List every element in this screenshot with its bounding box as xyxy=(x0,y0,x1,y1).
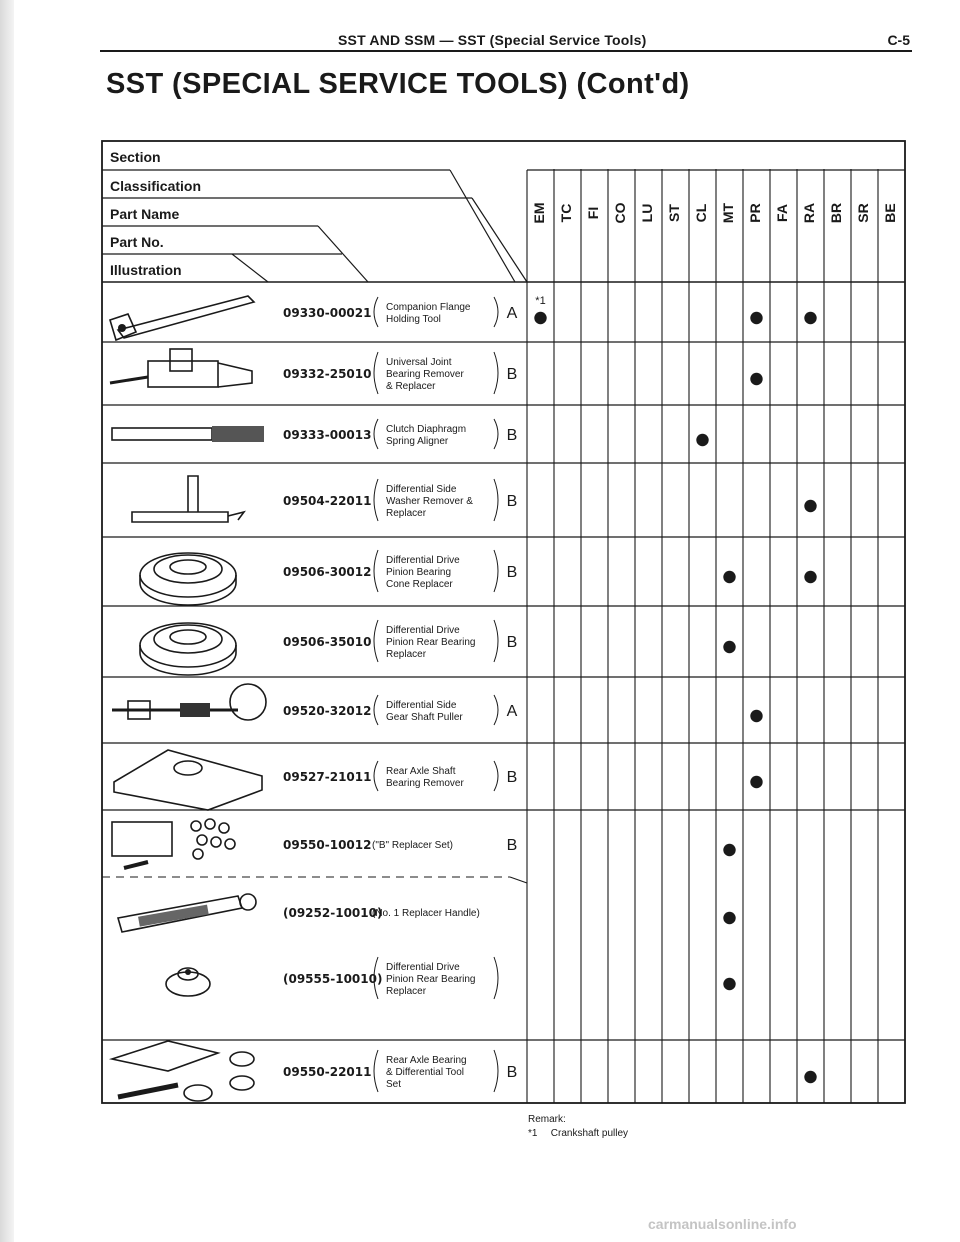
ring-replacer-icon xyxy=(140,553,236,605)
watermark: carmanualsonline.info xyxy=(648,1216,797,1232)
header-label: Part Name xyxy=(110,206,180,222)
tool-set-icon xyxy=(112,1041,254,1101)
aligner-bar-icon xyxy=(112,426,264,442)
bracket-left xyxy=(374,297,378,327)
page-number: C-5 xyxy=(887,32,910,48)
usage-dot-ra xyxy=(804,1071,816,1083)
usage-dot-pr xyxy=(750,776,762,788)
section-header-co: CO xyxy=(612,202,629,224)
flange-wrench-icon xyxy=(110,296,254,340)
usage-dot-em xyxy=(534,312,546,324)
part-name-line: Rear Axle Shaft xyxy=(386,766,456,777)
part-number: 09506-35010 xyxy=(283,635,372,649)
part-name-line: (No. 1 Replacer Handle) xyxy=(372,908,480,919)
section-header-lu: LU xyxy=(639,203,656,223)
section-header-ra: RA xyxy=(801,202,818,224)
bracket-left xyxy=(374,695,378,725)
page-title: SST (SPECIAL SERVICE TOOLS) (Cont'd) xyxy=(106,68,690,100)
press-tool-icon xyxy=(110,349,252,387)
section-header-fi: FI xyxy=(585,206,602,220)
remark-mark: *1 xyxy=(528,1128,538,1139)
classification: B xyxy=(506,493,518,510)
usage-dot-pr xyxy=(750,312,762,324)
remark xyxy=(528,1113,628,1141)
set-separator-line xyxy=(510,877,527,883)
part-number: 09550-22011 xyxy=(283,1065,372,1079)
part-name-line: Pinion Rear Bearing xyxy=(386,974,476,985)
bracket-left xyxy=(374,352,378,394)
running-title: SST AND SSM — SST (Special Service Tools) xyxy=(338,32,647,48)
knurled-handle-icon xyxy=(118,894,256,932)
bracket-right xyxy=(494,761,498,791)
part-number: 09333-00013 xyxy=(283,428,372,442)
part-name-line: Differential Drive xyxy=(386,962,460,973)
usage-dot-mt xyxy=(723,571,735,583)
part-name-line: Replacer xyxy=(386,508,427,519)
part-name-line: Set xyxy=(386,1079,402,1090)
bracket-left xyxy=(374,620,378,662)
part-name-line: Washer Remover & xyxy=(386,496,473,507)
remark-heading: Remark: xyxy=(528,1114,566,1125)
part-name-line: ("B" Replacer Set) xyxy=(372,840,454,851)
usage-dot-mt xyxy=(723,641,735,653)
usage-dot-pr xyxy=(750,373,762,385)
part-name-line: Rear Axle Bearing xyxy=(386,1055,467,1066)
bracket-right xyxy=(494,479,498,521)
usage-dot-mt xyxy=(723,978,735,990)
classification: B xyxy=(506,564,518,581)
usage-dot-ra xyxy=(804,500,816,512)
classification: B xyxy=(506,366,518,383)
bracket-left xyxy=(374,1050,378,1092)
bracket-right xyxy=(494,419,498,449)
usage-dot-ra xyxy=(804,571,816,583)
bracket-right xyxy=(494,695,498,725)
part-name-line: Universal Joint xyxy=(386,357,452,368)
part-name-line: Holding Tool xyxy=(386,314,441,325)
usage-dot-cl xyxy=(696,434,708,446)
classification: A xyxy=(506,305,518,322)
section-header-sr: SR xyxy=(855,203,872,223)
section-header-mt: MT xyxy=(720,202,737,224)
part-name-line: Spring Aligner xyxy=(386,436,449,447)
part-number: 09504-22011 xyxy=(283,494,372,508)
part-number: 09330-00021 xyxy=(283,306,372,320)
part-name-line: Differential Side xyxy=(386,484,457,495)
header-diagonal xyxy=(472,198,527,282)
section-header-st: ST xyxy=(666,204,683,222)
part-name-line: Differential Drive xyxy=(386,625,460,636)
bracket-right xyxy=(494,1050,498,1092)
classification: B xyxy=(506,427,518,444)
replacer-set-icon xyxy=(112,819,235,868)
part-name-line: & Differential Tool xyxy=(386,1067,465,1078)
bracket-right xyxy=(494,352,498,394)
header-label: Part No. xyxy=(110,234,164,250)
bracket-left xyxy=(374,419,378,449)
usage-dot-mt xyxy=(723,912,735,924)
hook-tool-icon xyxy=(132,476,244,522)
table-border xyxy=(102,141,905,1103)
part-name-line: Differential Side xyxy=(386,700,457,711)
section-header-br: BR xyxy=(828,202,845,224)
part-number: (09252-10010) xyxy=(283,906,383,920)
bracket-left xyxy=(374,550,378,592)
ring-replacer-icon xyxy=(140,623,236,675)
header-label: Classification xyxy=(110,178,202,194)
part-name-line: Cone Replacer xyxy=(386,579,453,590)
part-name-line: Replacer xyxy=(386,649,427,660)
section-header-cl: CL xyxy=(693,203,710,223)
header-diagonal xyxy=(450,170,515,282)
small-replacer-icon xyxy=(166,968,210,996)
section-header-em: EM xyxy=(531,202,548,224)
classification: B xyxy=(506,769,518,786)
footnote-marker: *1 xyxy=(535,295,546,307)
part-number: 09520-32012 xyxy=(283,704,372,718)
section-header-be: BE xyxy=(882,203,899,223)
section-header-fa: FA xyxy=(774,204,791,222)
remark-text: Crankshaft pulley xyxy=(550,1128,629,1139)
part-name-line: Clutch Diaphragm xyxy=(386,424,467,435)
section-header-pr: PR xyxy=(747,203,764,223)
section-header-tc: TC xyxy=(558,203,575,223)
part-name-line: Replacer xyxy=(386,986,427,997)
bracket-right xyxy=(494,297,498,327)
part-name-line: Companion Flange xyxy=(386,302,471,313)
bracket-right xyxy=(494,957,498,999)
bracket-left xyxy=(374,761,378,791)
plate-remover-icon xyxy=(114,750,262,810)
part-name-line: Gear Shaft Puller xyxy=(386,712,463,723)
bracket-right xyxy=(494,550,498,592)
part-number: 09550-10012 xyxy=(283,838,372,852)
usage-dot-ra xyxy=(804,312,816,324)
part-name-line: Pinion Bearing xyxy=(386,567,452,578)
part-number: (09555-10010) xyxy=(283,972,383,986)
classification: A xyxy=(506,703,518,720)
part-name-line: Differential Drive xyxy=(386,555,460,566)
part-name-line: & Replacer xyxy=(386,381,436,392)
header-label: Section xyxy=(110,149,161,165)
part-name-line: Pinion Rear Bearing xyxy=(386,637,476,648)
part-name-line: Bearing Remover xyxy=(386,369,464,380)
part-name-line: Bearing Remover xyxy=(386,778,464,789)
bracket-left xyxy=(374,479,378,521)
slide-hammer-icon xyxy=(112,684,266,720)
classification: B xyxy=(506,634,518,651)
classification: B xyxy=(506,1064,518,1081)
bracket-right xyxy=(494,620,498,662)
usage-dot-pr xyxy=(750,710,762,722)
part-number: 09332-25010 xyxy=(283,367,372,381)
part-number: 09527-21011 xyxy=(283,770,372,784)
usage-dot-mt xyxy=(723,844,735,856)
classification: B xyxy=(506,837,518,854)
header-label: Illustration xyxy=(110,262,182,278)
part-number: 09506-30012 xyxy=(283,565,372,579)
header-diagonal xyxy=(232,254,268,282)
